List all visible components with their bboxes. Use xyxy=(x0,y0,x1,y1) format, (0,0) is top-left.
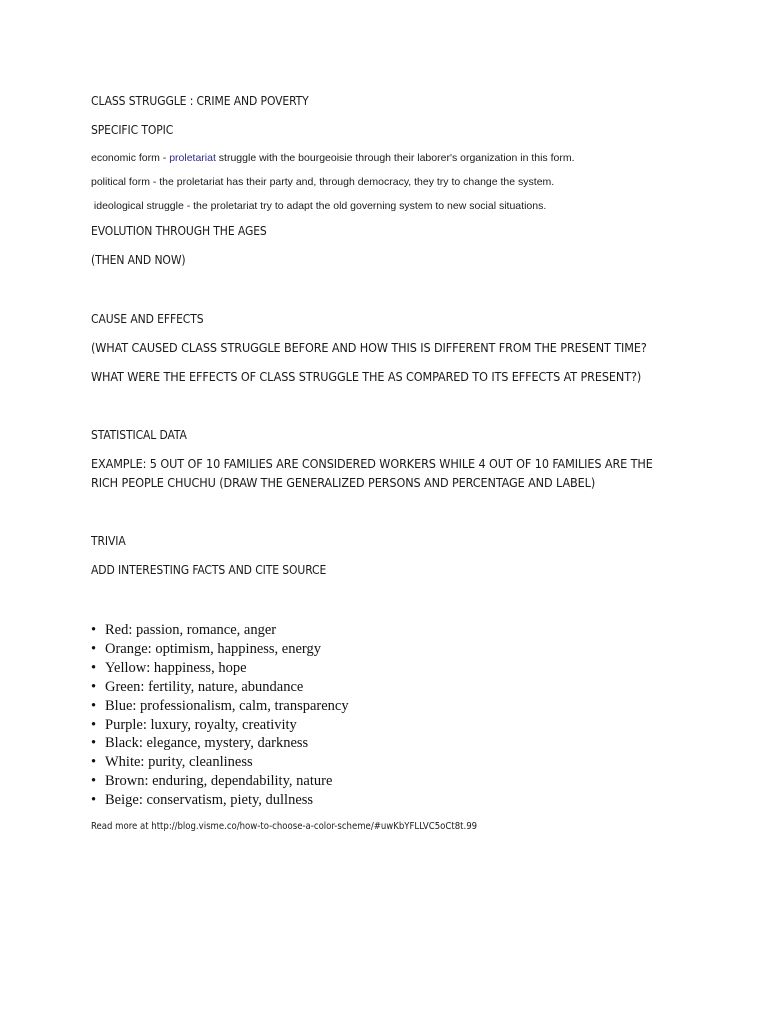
list-item: • Red: passion, romance, anger xyxy=(91,621,349,640)
list-item: • Black: elegance, mystery, darkness xyxy=(91,734,349,753)
proletariat-link[interactable]: proletariat xyxy=(169,152,216,164)
list-item: • Yellow: happiness, hope xyxy=(91,659,349,678)
statistical-example-line-2: RICH PEOPLE CHUCHU (DRAW THE GENERALIZED PERSONS AND PERCENTAGE AND LABEL) xyxy=(91,475,596,490)
read-more-link[interactable]: Read more at http://blog.visme.co/how-to-choose-a-color-scheme/#uwKbYFLLVC5oCt8t.99 xyxy=(91,820,478,832)
document-title: CLASS STRUGGLE : CRIME AND POVERTY xyxy=(91,94,309,108)
list-item: • White: purity, cleanliness xyxy=(91,753,349,772)
list-item: • Purple: luxury, royalty, creativity xyxy=(91,716,349,735)
statistical-example-line-1: EXAMPLE: 5 OUT OF 10 FAMILIES ARE CONSIDERED WORKERS WHILE 4 OUT OF 10 FAMILIES ARE THE xyxy=(91,456,653,471)
then-and-now-text: (THEN AND NOW) xyxy=(91,253,186,267)
economic-form-text xyxy=(91,151,575,165)
list-item: • Beige: conservatism, piety, dullness xyxy=(91,791,349,810)
political-form-text: political form - the proletariat has their party and, through democracy, they try to change the system. xyxy=(91,176,555,188)
color-meaning-list xyxy=(91,621,349,810)
trivia-instruction: ADD INTERESTING FACTS AND CITE SOURCE xyxy=(91,563,327,577)
economic-form-suffix: struggle with the bourgeoisie through their laborer's organization in this form. xyxy=(215,152,575,164)
specific-topic-heading: SPECIFIC TOPIC xyxy=(91,123,174,137)
list-item: • Orange: optimism, happiness, energy xyxy=(91,640,349,659)
list-item: • Brown: enduring, dependability, nature xyxy=(91,772,349,791)
statistical-data-heading: STATISTICAL DATA xyxy=(91,428,187,442)
cause-question-2: WHAT WERE THE EFFECTS OF CLASS STRUGGLE THE AS COMPARED TO ITS EFFECTS AT PRESENT?) xyxy=(91,369,642,384)
ideological-struggle-text: ideological struggle - the proletariat try to adapt the old governing system to new social situations. xyxy=(91,200,547,212)
evolution-heading: EVOLUTION THROUGH THE AGES xyxy=(91,224,267,238)
economic-form-prefix: economic form - xyxy=(91,152,170,164)
trivia-heading: TRIVIA xyxy=(91,534,126,548)
cause-question-1: (WHAT CAUSED CLASS STRUGGLE BEFORE AND HOW THIS IS DIFFERENT FROM THE PRESENT TIME? xyxy=(91,340,647,355)
list-item: • Blue: professionalism, calm, transparency xyxy=(91,697,349,716)
list-item: • Green: fertility, nature, abundance xyxy=(91,678,349,697)
cause-effects-heading: CAUSE AND EFFECTS xyxy=(91,312,204,326)
